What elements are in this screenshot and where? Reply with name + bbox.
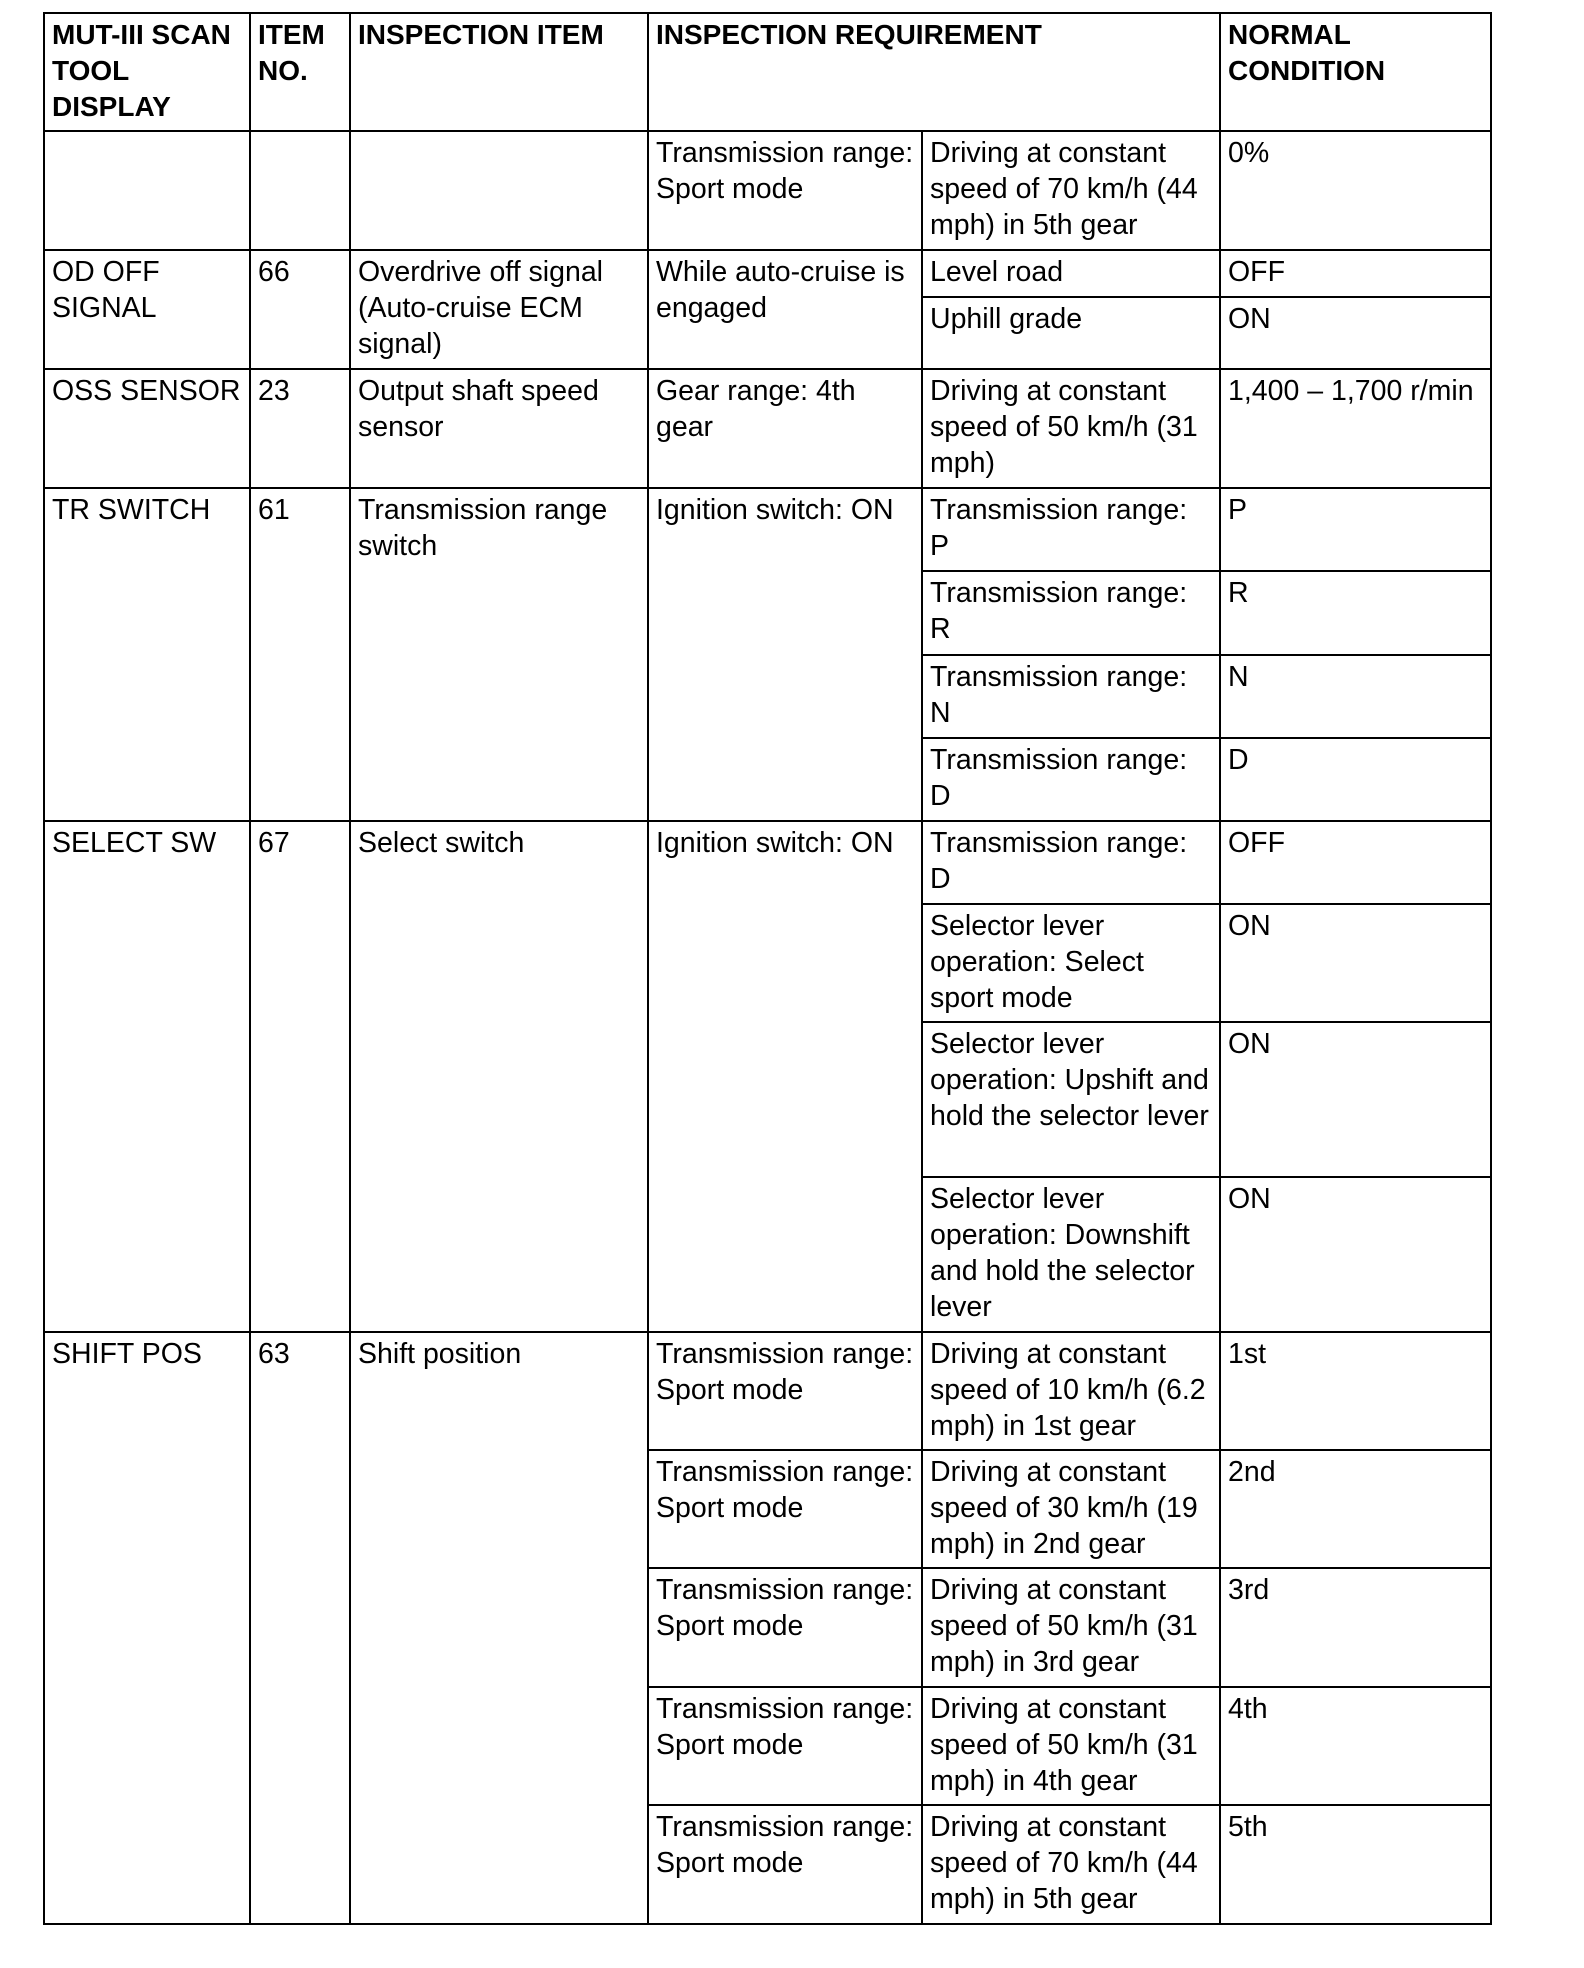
normal-condition-cell: N [1220,655,1491,738]
requirement-cell: Transmission range: Sport mode [648,1687,922,1805]
normal-condition-cell: R [1220,571,1491,654]
inspection-item-cell: Overdrive off signal (Auto-cruise ECM signal) [350,250,648,369]
inspection-item-cell [350,131,648,250]
table-row [44,369,1491,488]
item-no-cell: 61 [250,488,350,820]
requirement-cell: While auto-cruise is engaged [648,250,922,369]
requirement-cell: Gear range: 4th gear [648,369,922,488]
requirement-cell: Transmission range: Sport mode [648,1805,922,1924]
requirement-cell: Ignition switch: ON [648,821,922,1333]
requirement-detail-cell: Driving at constant speed of 70 km/h (44 mph) in 5th gear [922,131,1220,250]
normal-condition-cell: 4th [1220,1687,1491,1805]
requirement-cell: Transmission range: Sport mode [648,1450,922,1568]
header-row [44,13,1491,131]
normal-condition-cell: OFF [1220,250,1491,297]
normal-condition-cell: ON [1220,904,1491,1022]
header-inspection-item: INSPECTION ITEM [350,13,648,131]
normal-condition-cell: 1st [1220,1332,1491,1450]
requirement-cell: Transmission range: Sport mode [648,1568,922,1686]
requirement-detail-cell: Driving at constant speed of 50 km/h (31 mph) in 4th gear [922,1687,1220,1805]
requirement-detail-cell: Driving at constant speed of 30 km/h (19 mph) in 2nd gear [922,1450,1220,1568]
inspection-table [43,12,1492,1925]
requirement-detail-cell: Transmission range: N [922,655,1220,738]
table-row [44,488,1491,571]
display-cell: OSS SENSOR [44,369,250,488]
display-cell: SHIFT POS [44,1332,250,1924]
header-item-no: ITEM NO. [250,13,350,131]
normal-condition-cell: D [1220,738,1491,821]
table-row [44,131,1491,250]
normal-condition-cell: ON [1220,297,1491,369]
display-cell: TR SWITCH [44,488,250,820]
normal-condition-cell: 1,400 – 1,700 r/min [1220,369,1491,488]
header-display: MUT-III SCAN TOOL DISPLAY [44,13,250,131]
inspection-item-cell: Transmission range switch [350,488,648,820]
item-no-cell [250,131,350,250]
requirement-detail-cell: Driving at constant speed of 10 km/h (6.2 mph) in 1st gear [922,1332,1220,1450]
inspection-item-cell: Shift position [350,1332,648,1924]
item-no-cell: 63 [250,1332,350,1924]
normal-condition-cell: 3rd [1220,1568,1491,1686]
requirement-detail-cell: Selector lever operation: Upshift and hold the selector lever [922,1022,1220,1177]
normal-condition-cell: 2nd [1220,1450,1491,1568]
table-row [44,1332,1491,1450]
header-normal-condition: NORMAL CONDITION [1220,13,1491,131]
table-row [44,821,1491,904]
normal-condition-cell: P [1220,488,1491,571]
requirement-detail-cell: Uphill grade [922,297,1220,369]
display-cell: SELECT SW [44,821,250,1333]
header-inspection-requirement: INSPECTION REQUIREMENT [648,13,1220,131]
requirement-detail-cell: Transmission range: D [922,738,1220,821]
requirement-cell: Transmission range: Sport mode [648,1332,922,1450]
inspection-item-cell: Select switch [350,821,648,1333]
normal-condition-cell: 5th [1220,1805,1491,1924]
requirement-detail-cell: Selector lever operation: Select sport mode [922,904,1220,1022]
requirement-detail-cell: Selector lever operation: Downshift and hold the selector lever [922,1177,1220,1332]
requirement-detail-cell: Transmission range: P [922,488,1220,571]
display-cell [44,131,250,250]
display-cell: OD OFF SIGNAL [44,250,250,369]
requirement-detail-cell: Driving at constant speed of 50 km/h (31 mph) in 3rd gear [922,1568,1220,1686]
normal-condition-cell: 0% [1220,131,1491,250]
item-no-cell: 66 [250,250,350,369]
item-no-cell: 23 [250,369,350,488]
table-row [44,250,1491,297]
normal-condition-cell: ON [1220,1177,1491,1332]
normal-condition-cell: ON [1220,1022,1491,1177]
inspection-item-cell: Output shaft speed sensor [350,369,648,488]
requirement-cell: Ignition switch: ON [648,488,922,820]
requirement-detail-cell: Driving at constant speed of 50 km/h (31 mph) [922,369,1220,488]
requirement-detail-cell: Level road [922,250,1220,297]
requirement-cell: Transmission range: Sport mode [648,131,922,250]
requirement-detail-cell: Transmission range: R [922,571,1220,654]
normal-condition-cell: OFF [1220,821,1491,904]
requirement-detail-cell: Driving at constant speed of 70 km/h (44 mph) in 5th gear [922,1805,1220,1924]
requirement-detail-cell: Transmission range: D [922,821,1220,904]
item-no-cell: 67 [250,821,350,1333]
